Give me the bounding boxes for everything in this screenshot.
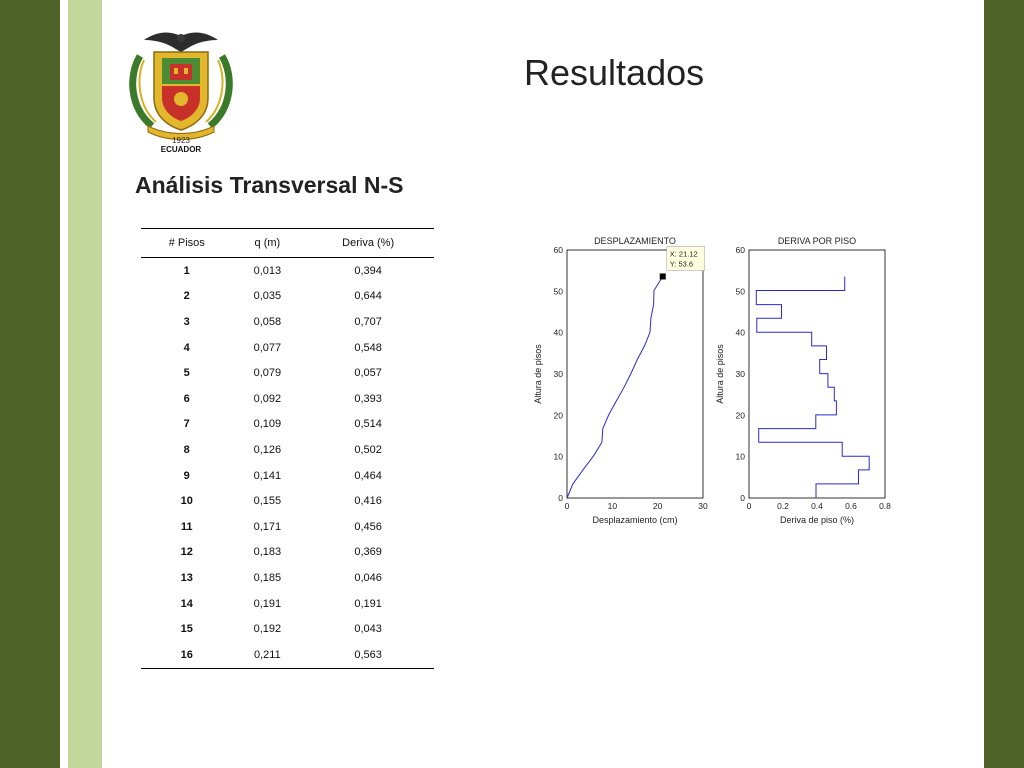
cell-drift: 0,707 (354, 315, 382, 328)
right-dark-stripe (984, 0, 1024, 768)
table-row (141, 437, 434, 463)
cell-floor: 7 (183, 418, 190, 431)
table-row (141, 514, 434, 540)
left-dark-stripe (0, 0, 60, 768)
table-row (141, 591, 434, 617)
table-row (141, 412, 434, 438)
y-tick-label: 60 (735, 245, 745, 255)
cell-q: 0,058 (253, 315, 282, 328)
x-tick-label: 0.2 (777, 501, 789, 511)
cell-q: 0,079 (253, 367, 282, 380)
cell-q: 0,155 (253, 495, 282, 508)
datatip-y: Y: 53.6 (669, 259, 694, 269)
y-tick-label: 50 (735, 286, 745, 297)
cell-q: 0,013 (253, 264, 282, 277)
cell-drift: 0,464 (354, 469, 382, 482)
plot-area (749, 250, 885, 498)
cell-q: 0,077 (253, 341, 282, 354)
x-tick-label: 10 (607, 501, 618, 511)
table-row (141, 642, 434, 668)
cell-floor: 3 (183, 315, 190, 328)
col-header: # Pisos (141, 229, 232, 258)
cell-drift: 0,369 (354, 546, 382, 559)
cell-floor: 12 (180, 546, 193, 559)
cell-drift: 0,514 (354, 418, 382, 431)
cell-floor: 16 (141, 642, 232, 668)
y-tick-label: 10 (735, 451, 745, 462)
chart-title: DESPLAZAMIENTO (594, 236, 676, 246)
cell-q: 0,035 (253, 290, 282, 303)
cell-q: 0,141 (253, 469, 282, 482)
x-tick-label: 0.8 (879, 501, 891, 511)
table-row (141, 309, 434, 335)
cell-drift: 0,191 (354, 597, 382, 610)
left-light-stripe (68, 0, 102, 768)
x-tick-label: 0 (564, 501, 570, 511)
x-tick-label: 20 (652, 501, 663, 511)
displacement-chart (530, 230, 715, 530)
cell-drift: 0,416 (354, 495, 382, 508)
cell-drift: 0,563 (302, 642, 434, 668)
col-header: Deriva (%) (302, 229, 434, 258)
y-axis-label: Altura de pisos (533, 344, 543, 404)
x-tick-label: 0 (746, 501, 752, 511)
chart-axes (554, 245, 708, 511)
cell-floor: 10 (180, 495, 193, 508)
cell-q: 0,185 (253, 571, 282, 584)
table-header-row (141, 229, 434, 258)
cell-floor: 1 (183, 264, 190, 277)
y-tick-label: 60 (553, 245, 563, 255)
cell-drift: 0,394 (354, 264, 382, 277)
x-tick-label: 0.4 (811, 501, 823, 511)
cell-floor: 11 (180, 520, 193, 533)
slide-title: Resultados (524, 52, 705, 93)
logo-text: ECUADOR (160, 145, 202, 154)
chart-axes (736, 245, 892, 511)
cell-q: 0,211 (232, 642, 302, 668)
cell-drift: 0,393 (354, 392, 382, 405)
x-tick-label: 30 (698, 501, 708, 511)
plot-area (567, 250, 703, 498)
logo-year: 1923 (172, 136, 190, 145)
table-row (141, 540, 434, 566)
table-row (141, 284, 434, 310)
table-row (141, 360, 434, 386)
y-tick-label: 0 (740, 493, 745, 503)
cell-drift: 0,057 (354, 367, 382, 380)
y-tick-label: 40 (553, 327, 563, 338)
table-row (141, 463, 434, 489)
col-header: q (m) (232, 229, 302, 258)
table-row (141, 565, 434, 591)
table-row (141, 335, 434, 361)
x-axis-label: Desplazamiento (cm) (592, 515, 678, 525)
cell-floor: 6 (183, 392, 190, 405)
cell-drift: 0,456 (354, 520, 382, 533)
cell-q: 0,092 (253, 392, 282, 405)
cell-q: 0,183 (253, 546, 282, 559)
y-axis-label: Altura de pisos (715, 344, 725, 404)
cell-floor: 14 (180, 597, 193, 610)
y-tick-label: 10 (553, 451, 563, 462)
cell-floor: 13 (180, 571, 193, 584)
cell-q: 0,191 (253, 597, 282, 610)
datatip-x: X: 21.12 (669, 249, 698, 259)
results-table (141, 228, 434, 669)
slide-subtitle: Análisis Transversal N-S (135, 172, 404, 198)
cell-drift: 0,502 (354, 443, 382, 456)
drift-chart (712, 230, 897, 530)
cell-floor: 9 (183, 469, 190, 482)
cell-q: 0,192 (253, 623, 282, 636)
x-tick-label: 0.6 (845, 501, 857, 511)
cell-floor: 15 (180, 623, 193, 636)
cell-q: 0,126 (253, 443, 282, 456)
y-tick-label: 20 (553, 410, 563, 421)
cell-floor: 2 (183, 290, 190, 303)
x-axis-label: Deriva de piso (%) (779, 515, 855, 525)
cell-q: 0,109 (253, 418, 282, 431)
cell-drift: 0,548 (354, 341, 382, 354)
y-tick-label: 50 (553, 286, 563, 297)
cell-floor: 5 (183, 367, 190, 380)
chart-title: DERIVA POR PISO (777, 236, 857, 246)
y-tick-label: 30 (735, 369, 745, 379)
university-crest-logo (118, 26, 244, 154)
table-row (141, 616, 434, 642)
cell-floor: 8 (183, 443, 190, 456)
datatip-marker (660, 273, 666, 279)
y-tick-label: 40 (735, 327, 745, 338)
y-tick-label: 30 (553, 369, 563, 379)
cell-drift: 0,043 (354, 623, 382, 636)
table-row (141, 386, 434, 412)
cell-floor: 4 (183, 341, 190, 354)
cell-q: 0,171 (253, 520, 282, 533)
y-tick-label: 0 (558, 493, 563, 503)
y-tick-label: 20 (735, 410, 745, 421)
cell-drift: 0,046 (354, 571, 382, 584)
table-row (141, 258, 434, 284)
cell-drift: 0,644 (354, 290, 382, 303)
table-row (141, 488, 434, 514)
